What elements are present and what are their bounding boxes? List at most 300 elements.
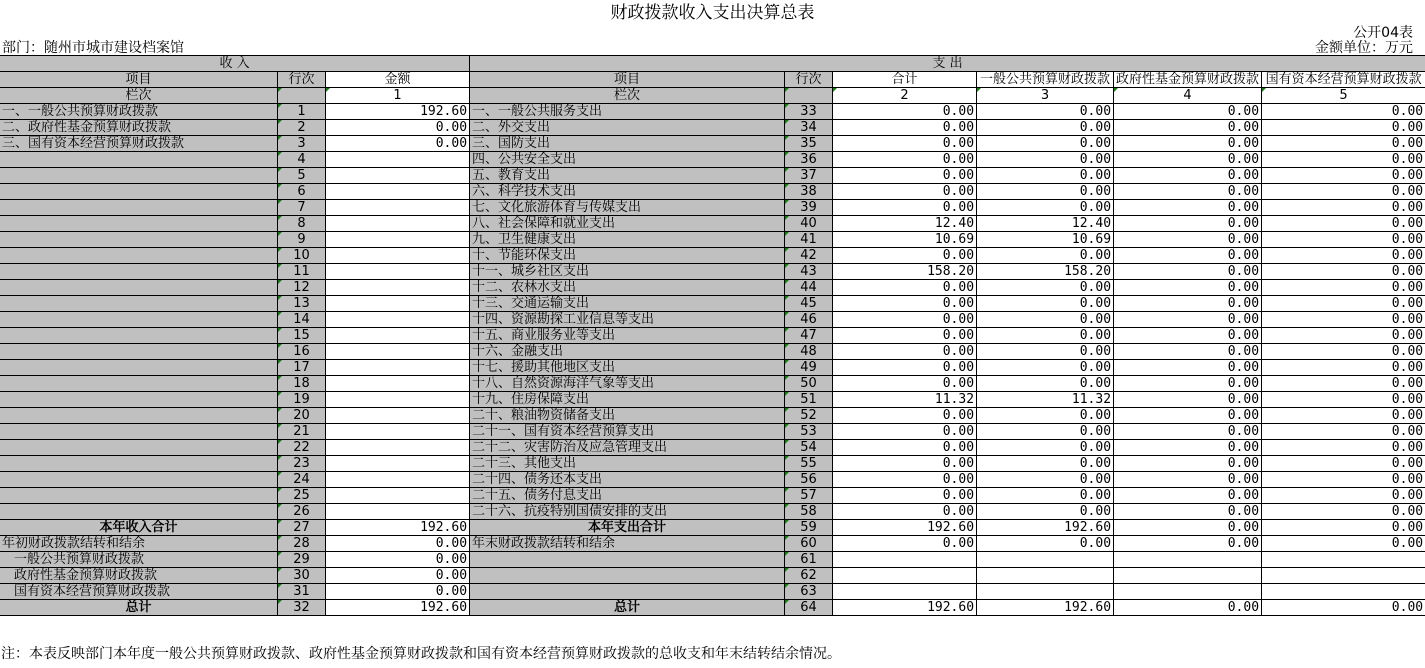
general-budget-amount: 0.00 [977, 136, 1114, 152]
income-item [0, 200, 278, 216]
income-item: 总计 [0, 600, 278, 616]
income-row-no: 27 [278, 520, 326, 536]
col-index-4: 4 [1114, 88, 1262, 104]
general-budget-amount: 0.00 [977, 472, 1114, 488]
table-row [0, 152, 1425, 168]
expense-item: 六、科学技术支出 [470, 184, 785, 200]
income-item [0, 280, 278, 296]
income-item [0, 392, 278, 408]
general-budget-amount: 0.00 [977, 184, 1114, 200]
income-amount [326, 248, 470, 264]
expense-row-no: 43 [785, 264, 833, 280]
income-item [0, 312, 278, 328]
income-amount: 192.60 [326, 104, 470, 120]
table-row [0, 600, 1425, 616]
income-amount: 0.00 [326, 120, 470, 136]
total-amount: 0.00 [833, 104, 977, 120]
gov-fund-amount: 0.00 [1114, 328, 1262, 344]
gov-fund-amount: 0.00 [1114, 184, 1262, 200]
state-capital-amount: 0.00 [1262, 408, 1425, 424]
income-amount: 0.00 [326, 552, 470, 568]
general-budget-amount: 192.60 [977, 520, 1114, 536]
state-capital-amount: 0.00 [1262, 392, 1425, 408]
table-row [0, 120, 1425, 136]
expense-item: 十八、自然资源海洋气象等支出 [470, 376, 785, 392]
table-row [0, 424, 1425, 440]
income-amount [326, 328, 470, 344]
gov-fund-amount: 0.00 [1114, 520, 1262, 536]
income-item [0, 504, 278, 520]
final-accounts-table [0, 55, 1425, 616]
income-row-no: 30 [278, 568, 326, 584]
income-row-no: 19 [278, 392, 326, 408]
general-budget-amount: 0.00 [977, 408, 1114, 424]
state-capital-amount [1262, 552, 1425, 568]
expense-item: 三、国防支出 [470, 136, 785, 152]
state-capital-amount: 0.00 [1262, 168, 1425, 184]
state-capital-amount: 0.00 [1262, 328, 1425, 344]
expense-row-no: 35 [785, 136, 833, 152]
state-capital-amount: 0.00 [1262, 424, 1425, 440]
income-row-no: 32 [278, 600, 326, 616]
income-row-no-header: 行次 [278, 72, 326, 88]
expense-item: 总计 [470, 600, 785, 616]
income-item [0, 344, 278, 360]
income-item [0, 232, 278, 248]
expense-item [470, 568, 785, 584]
general-budget-amount: 0.00 [977, 248, 1114, 264]
income-row-no: 11 [278, 264, 326, 280]
total-amount [833, 568, 977, 584]
general-budget-amount: 11.32 [977, 392, 1114, 408]
income-item: 一、一般公共预算财政拨款 [0, 104, 278, 120]
expense-item: 八、社会保障和就业支出 [470, 216, 785, 232]
expense-item: 二、外交支出 [470, 120, 785, 136]
col-index-5: 5 [1262, 88, 1425, 104]
income-row-no: 8 [278, 216, 326, 232]
gov-fund-amount: 0.00 [1114, 392, 1262, 408]
income-item [0, 168, 278, 184]
table-row [0, 264, 1425, 280]
income-item [0, 456, 278, 472]
income-row-no: 1 [278, 104, 326, 120]
state-capital-amount: 0.00 [1262, 472, 1425, 488]
state-capital-amount: 0.00 [1262, 200, 1425, 216]
table-row [0, 584, 1425, 600]
expense-row-no: 50 [785, 376, 833, 392]
income-item: 三、国有资本经营预算财政拨款 [0, 136, 278, 152]
expense-row-no: 47 [785, 328, 833, 344]
total-amount: 0.00 [833, 440, 977, 456]
gov-fund-amount: 0.00 [1114, 488, 1262, 504]
gov-fund-amount: 0.00 [1114, 440, 1262, 456]
income-row-no: 9 [278, 232, 326, 248]
income-amount [326, 280, 470, 296]
income-row-no: 18 [278, 376, 326, 392]
expense-row-no: 48 [785, 344, 833, 360]
gov-fund-amount: 0.00 [1114, 152, 1262, 168]
income-amount [326, 344, 470, 360]
total-amount: 0.00 [833, 536, 977, 552]
expense-item [470, 552, 785, 568]
expense-row-no: 59 [785, 520, 833, 536]
general-budget-amount: 0.00 [977, 168, 1114, 184]
income-row-no: 5 [278, 168, 326, 184]
income-item [0, 296, 278, 312]
expense-item: 本年支出合计 [470, 520, 785, 536]
expense-row-no: 51 [785, 392, 833, 408]
gov-fund-amount: 0.00 [1114, 232, 1262, 248]
income-item [0, 264, 278, 280]
income-amount-header: 金额 [326, 72, 470, 88]
income-item-header: 项目 [0, 72, 278, 88]
expense-row-no: 53 [785, 424, 833, 440]
table-row [0, 216, 1425, 232]
table-row [0, 456, 1425, 472]
gov-fund-amount: 0.00 [1114, 248, 1262, 264]
expense-row-no: 55 [785, 456, 833, 472]
income-amount [326, 312, 470, 328]
general-budget-amount: 0.00 [977, 536, 1114, 552]
gov-fund-amount: 0.00 [1114, 200, 1262, 216]
income-amount [326, 392, 470, 408]
general-budget-amount: 192.60 [977, 600, 1114, 616]
income-amount [326, 152, 470, 168]
total-amount: 0.00 [833, 280, 977, 296]
footnote: 注：本表反映部门本年度一般公共预算财政拨款、政府性基金预算财政拨款和国有资本经营预算财政拨款的总收支和年末结转结余情况。 [1, 646, 841, 662]
income-amount [326, 264, 470, 280]
table-row [0, 520, 1425, 536]
general-budget-amount: 0.00 [977, 488, 1114, 504]
income-row-no: 25 [278, 488, 326, 504]
expense-item: 二十一、国有资本经营预算支出 [470, 424, 785, 440]
table-row [0, 184, 1425, 200]
general-budget-amount: 0.00 [977, 328, 1114, 344]
total-amount: 0.00 [833, 200, 977, 216]
general-budget-header: 一般公共预算财政拨款 [977, 72, 1114, 88]
income-row-no: 12 [278, 280, 326, 296]
form-number: 公开04表 [1353, 25, 1413, 41]
income-amount [326, 216, 470, 232]
state-capital-amount: 0.00 [1262, 312, 1425, 328]
income-item [0, 472, 278, 488]
general-budget-amount: 0.00 [977, 424, 1114, 440]
general-budget-amount: 10.69 [977, 232, 1114, 248]
income-item: 年初财政拨款结转和结余 [0, 536, 278, 552]
income-row-no: 17 [278, 360, 326, 376]
general-budget-amount: 0.00 [977, 104, 1114, 120]
income-amount: 0.00 [326, 536, 470, 552]
income-item [0, 152, 278, 168]
total-amount: 192.60 [833, 600, 977, 616]
expense-item: 五、教育支出 [470, 168, 785, 184]
total-amount: 0.00 [833, 456, 977, 472]
income-amount [326, 456, 470, 472]
income-row-no: 14 [278, 312, 326, 328]
general-budget-amount: 0.00 [977, 360, 1114, 376]
income-amount [326, 488, 470, 504]
expense-row-no: 41 [785, 232, 833, 248]
expense-item: 十六、金融支出 [470, 344, 785, 360]
state-capital-amount: 0.00 [1262, 440, 1425, 456]
gov-fund-amount: 0.00 [1114, 504, 1262, 520]
total-amount: 0.00 [833, 328, 977, 344]
expense-row-no: 39 [785, 200, 833, 216]
income-amount [326, 296, 470, 312]
col-index-1: 1 [326, 88, 470, 104]
income-item: 政府性基金预算财政拨款 [0, 568, 278, 584]
gov-fund-amount: 0.00 [1114, 456, 1262, 472]
income-row-no: 24 [278, 472, 326, 488]
general-budget-amount: 0.00 [977, 344, 1114, 360]
total-amount: 11.32 [833, 392, 977, 408]
table-row [0, 568, 1425, 584]
income-row-no: 16 [278, 344, 326, 360]
income-section-header: 收 入 [0, 56, 470, 72]
expense-item: 十二、农林水支出 [470, 280, 785, 296]
expense-item: 二十三、其他支出 [470, 456, 785, 472]
income-amount [326, 440, 470, 456]
expense-row-no: 44 [785, 280, 833, 296]
state-capital-amount: 0.00 [1262, 104, 1425, 120]
gov-fund-amount: 0.00 [1114, 120, 1262, 136]
expense-row-no: 33 [785, 104, 833, 120]
state-capital-amount: 0.00 [1262, 488, 1425, 504]
table-row [0, 536, 1425, 552]
gov-fund-amount [1114, 552, 1262, 568]
expense-item: 十五、商业服务业等支出 [470, 328, 785, 344]
income-row-no: 29 [278, 552, 326, 568]
table-row [0, 440, 1425, 456]
amount-unit-label: 金额单位：万元 [1315, 40, 1413, 56]
income-item [0, 216, 278, 232]
state-capital-amount: 0.00 [1262, 376, 1425, 392]
state-capital-amount: 0.00 [1262, 600, 1425, 616]
state-capital-amount: 0.00 [1262, 232, 1425, 248]
expense-item: 十一、城乡社区支出 [470, 264, 785, 280]
gov-fund-amount: 0.00 [1114, 312, 1262, 328]
expense-row-no-header: 行次 [785, 72, 833, 88]
gov-fund-amount: 0.00 [1114, 168, 1262, 184]
state-capital-amount: 0.00 [1262, 248, 1425, 264]
table-row [0, 328, 1425, 344]
income-row-no: 21 [278, 424, 326, 440]
income-row-no: 4 [278, 152, 326, 168]
gov-fund-amount: 0.00 [1114, 136, 1262, 152]
expense-item: 二十六、抗疫特别国债安排的支出 [470, 504, 785, 520]
income-row-no: 3 [278, 136, 326, 152]
gov-fund-amount: 0.00 [1114, 264, 1262, 280]
total-amount: 0.00 [833, 312, 977, 328]
gov-fund-amount: 0.00 [1114, 472, 1262, 488]
table-row [0, 312, 1425, 328]
income-row-no: 10 [278, 248, 326, 264]
state-capital-amount: 0.00 [1262, 136, 1425, 152]
total-amount: 0.00 [833, 504, 977, 520]
state-capital-amount: 0.00 [1262, 504, 1425, 520]
income-item [0, 488, 278, 504]
income-item [0, 376, 278, 392]
income-amount [326, 168, 470, 184]
total-amount: 0.00 [833, 344, 977, 360]
expense-row-no: 62 [785, 568, 833, 584]
total-amount: 12.40 [833, 216, 977, 232]
gov-fund-header: 政府性基金预算财政拨款 [1114, 72, 1262, 88]
expense-item: 十四、资源勘探工业信息等支出 [470, 312, 785, 328]
total-amount: 0.00 [833, 488, 977, 504]
expense-row-no: 37 [785, 168, 833, 184]
col-index-3: 3 [977, 88, 1114, 104]
table-row [0, 488, 1425, 504]
total-amount: 0.00 [833, 136, 977, 152]
gov-fund-amount: 0.00 [1114, 296, 1262, 312]
general-budget-amount: 0.00 [977, 120, 1114, 136]
gov-fund-amount [1114, 568, 1262, 584]
state-capital-amount: 0.00 [1262, 360, 1425, 376]
state-capital-amount [1262, 568, 1425, 584]
table-row [0, 472, 1425, 488]
income-item: 本年收入合计 [0, 520, 278, 536]
expense-row-no: 64 [785, 600, 833, 616]
expense-row-no: 45 [785, 296, 833, 312]
income-amount: 0.00 [326, 136, 470, 152]
table-row [0, 552, 1425, 568]
gov-fund-amount: 0.00 [1114, 536, 1262, 552]
income-amount: 0.00 [326, 568, 470, 584]
income-item [0, 408, 278, 424]
expense-item-header: 项目 [470, 72, 785, 88]
gov-fund-amount: 0.00 [1114, 216, 1262, 232]
col-index-label: 栏次 [470, 88, 785, 104]
expense-row-no: 63 [785, 584, 833, 600]
general-budget-amount: 0.00 [977, 280, 1114, 296]
income-row-no: 13 [278, 296, 326, 312]
col-index-blank [785, 88, 833, 104]
general-budget-amount: 12.40 [977, 216, 1114, 232]
general-budget-amount: 158.20 [977, 264, 1114, 280]
table-row [0, 360, 1425, 376]
income-row-no: 6 [278, 184, 326, 200]
expense-item: 二十五、债务付息支出 [470, 488, 785, 504]
expense-item: 十七、援助其他地区支出 [470, 360, 785, 376]
income-item [0, 440, 278, 456]
department-label: 部门：随州市城市建设档案馆 [2, 40, 184, 56]
gov-fund-amount [1114, 584, 1262, 600]
total-amount: 0.00 [833, 424, 977, 440]
income-amount [326, 232, 470, 248]
income-row-no: 20 [278, 408, 326, 424]
general-budget-amount [977, 552, 1114, 568]
income-amount [326, 184, 470, 200]
total-amount: 0.00 [833, 120, 977, 136]
total-amount: 0.00 [833, 472, 977, 488]
expense-item: 十九、住房保障支出 [470, 392, 785, 408]
state-capital-amount: 0.00 [1262, 344, 1425, 360]
income-amount [326, 504, 470, 520]
general-budget-amount: 0.00 [977, 456, 1114, 472]
state-capital-amount: 0.00 [1262, 520, 1425, 536]
general-budget-amount: 0.00 [977, 440, 1114, 456]
expense-item: 九、卫生健康支出 [470, 232, 785, 248]
general-budget-amount: 0.00 [977, 376, 1114, 392]
expense-item: 一、一般公共服务支出 [470, 104, 785, 120]
total-amount: 0.00 [833, 296, 977, 312]
state-capital-amount: 0.00 [1262, 184, 1425, 200]
expense-item: 十、节能环保支出 [470, 248, 785, 264]
expense-row-no: 57 [785, 488, 833, 504]
page-title: 财政拨款收入支出决算总表 [610, 3, 815, 23]
general-budget-amount [977, 568, 1114, 584]
income-row-no: 28 [278, 536, 326, 552]
income-row-no: 31 [278, 584, 326, 600]
expense-item: 二十、粮油物资储备支出 [470, 408, 785, 424]
total-amount [833, 552, 977, 568]
general-budget-amount: 0.00 [977, 152, 1114, 168]
income-row-no: 7 [278, 200, 326, 216]
total-amount: 0.00 [833, 248, 977, 264]
expense-row-no: 58 [785, 504, 833, 520]
income-item [0, 328, 278, 344]
expense-row-no: 38 [785, 184, 833, 200]
total-amount: 158.20 [833, 264, 977, 280]
total-amount [833, 584, 977, 600]
expense-section-header: 支 出 [470, 56, 1425, 72]
state-capital-amount: 0.00 [1262, 216, 1425, 232]
state-capital-amount: 0.00 [1262, 456, 1425, 472]
gov-fund-amount: 0.00 [1114, 280, 1262, 296]
total-amount: 0.00 [833, 168, 977, 184]
income-item: 二、政府性基金预算财政拨款 [0, 120, 278, 136]
income-amount [326, 360, 470, 376]
gov-fund-amount: 0.00 [1114, 104, 1262, 120]
general-budget-amount: 0.00 [977, 200, 1114, 216]
table-row [0, 104, 1425, 120]
expense-row-no: 36 [785, 152, 833, 168]
state-capital-amount: 0.00 [1262, 264, 1425, 280]
gov-fund-amount: 0.00 [1114, 424, 1262, 440]
state-capital-header: 国有资本经营预算财政拨款 [1262, 72, 1425, 88]
expense-item: 年末财政拨款结转和结余 [470, 536, 785, 552]
income-row-no: 15 [278, 328, 326, 344]
state-capital-amount: 0.00 [1262, 296, 1425, 312]
total-amount: 0.00 [833, 408, 977, 424]
expense-item: 二十二、灾害防治及应急管理支出 [470, 440, 785, 456]
gov-fund-amount: 0.00 [1114, 408, 1262, 424]
expense-row-no: 34 [785, 120, 833, 136]
table-row [0, 376, 1425, 392]
state-capital-amount [1262, 584, 1425, 600]
income-item [0, 360, 278, 376]
total-amount: 0.00 [833, 152, 977, 168]
general-budget-amount: 0.00 [977, 312, 1114, 328]
gov-fund-amount: 0.00 [1114, 360, 1262, 376]
table-row [0, 200, 1425, 216]
expense-item: 二十四、债务还本支出 [470, 472, 785, 488]
expense-item: 七、文化旅游体育与传媒支出 [470, 200, 785, 216]
expense-item: 四、公共安全支出 [470, 152, 785, 168]
income-item: 国有资本经营预算财政拨款 [0, 584, 278, 600]
income-amount [326, 472, 470, 488]
table-row [0, 248, 1425, 264]
table-row [0, 344, 1425, 360]
income-amount: 192.60 [326, 520, 470, 536]
income-amount [326, 408, 470, 424]
total-amount: 0.00 [833, 360, 977, 376]
general-budget-amount: 0.00 [977, 296, 1114, 312]
general-budget-amount: 0.00 [977, 504, 1114, 520]
income-row-no: 26 [278, 504, 326, 520]
income-item [0, 184, 278, 200]
